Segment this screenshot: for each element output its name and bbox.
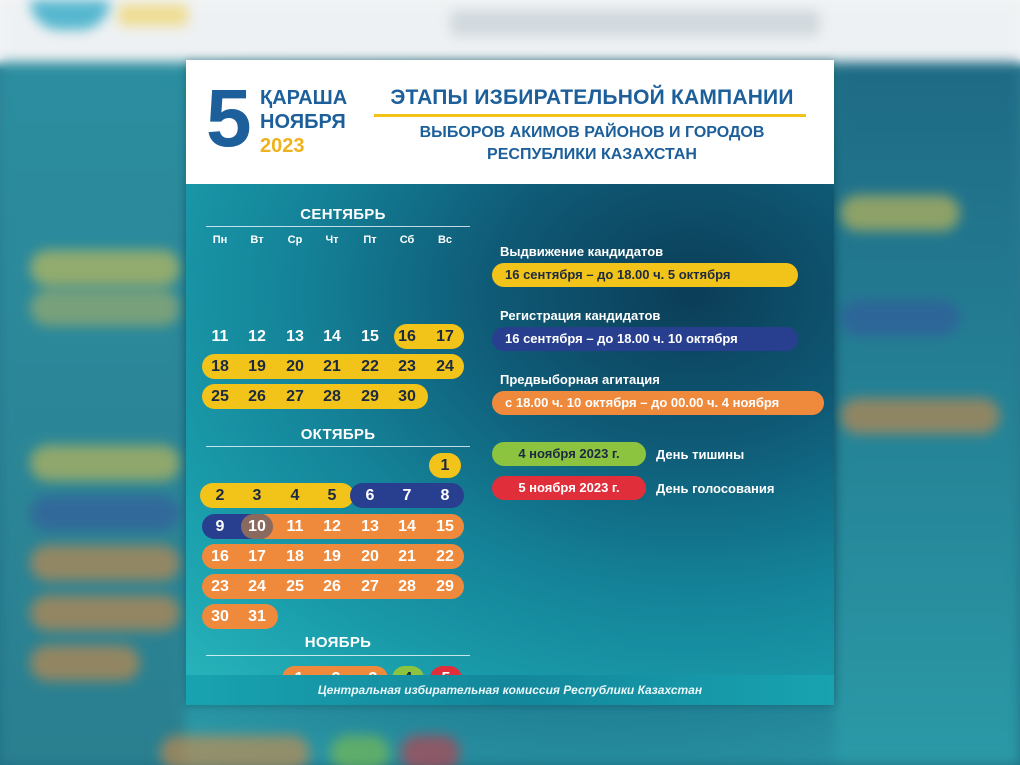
background-pill [840,195,960,231]
calendar-day: 24 [436,358,454,375]
background-pill [400,735,460,765]
background-pill [30,250,180,286]
calendar-day: 22 [436,548,454,565]
background-pill [840,300,960,336]
month-divider [206,226,470,227]
calendar-day: 10 [248,518,266,535]
year: 2023 [260,135,305,157]
calendar-day: 15 [361,328,379,345]
calendar-day: 19 [248,358,266,375]
month-kz: ҚАРАША [260,87,348,109]
footer-credit: Центральная избирательная комиссия Республики Казахстан [186,675,834,705]
calendar-day: 6 [365,487,375,504]
calendar-day: 21 [323,358,341,375]
calendar-day: 13 [286,328,304,345]
page-subtitle [374,122,810,166]
calendar-day: 3 [252,487,262,504]
calendar-day: 13 [361,518,379,535]
event-range-registration: 16 сентября – до 18.00 ч. 10 октября [492,327,798,351]
calendar-day: 17 [436,328,454,345]
election-calendar-card [186,60,834,705]
calendar-day: 9 [215,518,225,535]
calendar-day: 28 [323,388,341,405]
calendar-day: 25 [211,388,229,405]
calendar-day: 17 [248,548,266,565]
month-divider [206,446,470,447]
calendar-day: 4 [290,487,300,504]
background-pill [30,445,180,481]
calendar-day: 26 [248,388,266,405]
calendar-day: 20 [286,358,304,375]
weekday-label: Вс [437,234,453,246]
calendar-day: 27 [286,388,304,405]
month-title-october: ОКТЯБРЬ [300,426,376,443]
calendar-day: 21 [398,548,416,565]
background-pill [30,290,180,326]
event-label-registration: Регистрация кандидатов [500,308,661,323]
special-date-voting: 5 ноября 2023 г. [492,476,646,500]
calendar-panel [186,184,834,675]
special-date-silence: 4 ноября 2023 г. [492,442,646,466]
calendar-day: 26 [323,578,341,595]
special-label-voting: День голосования [656,481,775,496]
calendar-day: 14 [323,328,341,345]
subtitle-line-2: РЕСПУБЛИКИ КАЗАХСТАН [487,146,697,163]
page-title: ЭТАПЫ ИЗБИРАТЕЛЬНОЙ КАМПАНИИ [390,86,794,109]
calendar-day: 5 [327,487,337,504]
calendar-day: 23 [398,358,416,375]
calendar-day: 12 [323,518,341,535]
calendar-day: 11 [211,328,229,345]
calendar-day: 28 [398,578,416,595]
background-pill [30,545,180,581]
weekday-label: Сб [399,234,415,246]
calendar-day: 20 [361,548,379,565]
calendar-day: 1 [440,457,450,474]
calendar-day: 15 [436,518,454,535]
calendar-day: 22 [361,358,379,375]
weekday-label: Чт [325,234,339,246]
weekday-label: Пн [212,234,228,246]
weekday-label: Ср [287,234,303,246]
calendar-day: 24 [248,578,266,595]
special-label-silence: День тишины [656,447,745,462]
calendar-day: 29 [436,578,454,595]
weekday-label: Вт [250,234,264,246]
calendar-day: 2 [215,487,225,504]
subtitle-line-1: ВЫБОРОВ АКИМОВ РАЙОНОВ И ГОРОДОВ [419,124,765,141]
event-label-campaigning: Предвыборная агитация [500,372,660,387]
calendar-day: 18 [211,358,229,375]
election-day-number: 5 [206,73,250,164]
calendar-day: 29 [361,388,379,405]
month-title-november: НОЯБРЬ [304,634,372,651]
month-divider [206,655,470,656]
calendar-day: 16 [211,548,229,565]
calendar-day: 30 [398,388,416,405]
calendar-day: 11 [286,518,304,535]
calendar-day: 30 [211,608,229,625]
weekday-label: Пт [363,234,377,246]
background-pill [330,735,390,765]
event-range-campaigning: с 18.00 ч. 10 октября – до 00.00 ч. 4 ноября [492,391,824,415]
background-pill [30,495,180,531]
title-underline [374,114,806,117]
calendar-day: 8 [440,487,450,504]
calendar-day: 14 [398,518,416,535]
calendar-day: 18 [286,548,304,565]
card-header [186,60,834,184]
month-ru: НОЯБРЯ [260,111,346,133]
calendar-day: 12 [248,328,266,345]
background-nav [450,10,820,36]
election-date-block [260,86,347,158]
background-pill [30,645,140,681]
calendar-day: 25 [286,578,304,595]
month-title-september: СЕНТЯБРЬ [300,206,386,223]
background-logo-text [118,4,188,26]
background-pill [160,735,310,765]
event-label-nomination: Выдвижение кандидатов [500,244,664,259]
calendar-day: 19 [323,548,341,565]
event-range-nomination: 16 сентября – до 18.00 ч. 5 октября [492,263,798,287]
calendar-day: 16 [398,328,416,345]
background-pill [30,595,180,631]
calendar-day: 27 [361,578,379,595]
calendar-day: 23 [211,578,229,595]
calendar-day: 7 [402,487,412,504]
calendar-day: 31 [248,608,266,625]
background-pill [840,398,1000,434]
